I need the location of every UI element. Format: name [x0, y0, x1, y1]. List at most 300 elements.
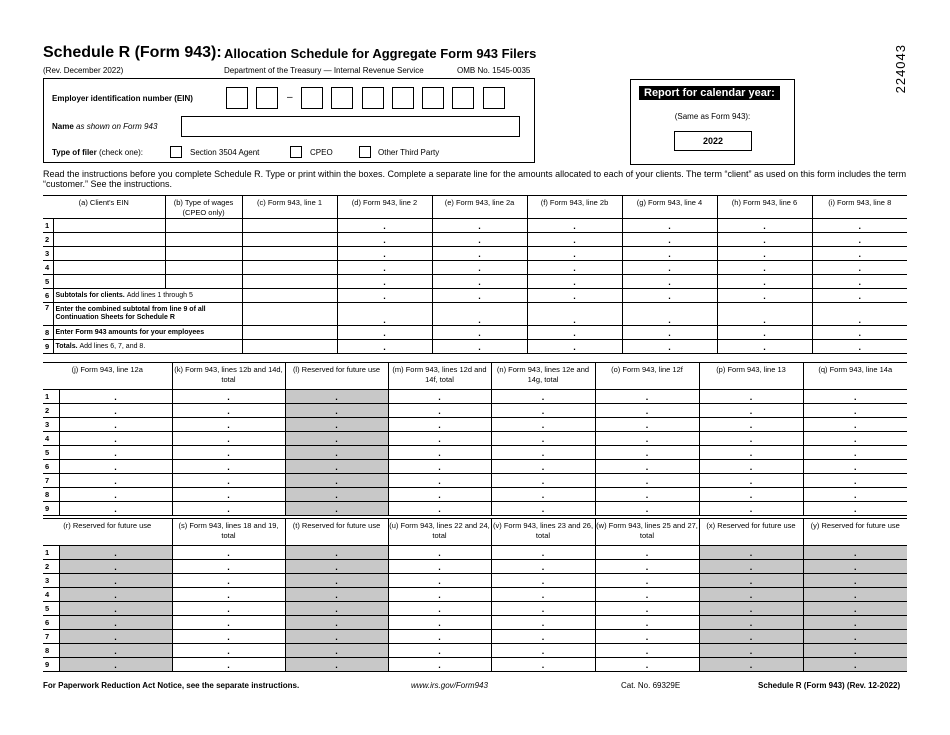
form-title: Schedule R (Form 943): — [43, 44, 222, 61]
amount-cell[interactable]: . — [595, 644, 699, 658]
row-number: 8 — [43, 326, 53, 340]
amount-cell[interactable]: . — [337, 275, 432, 289]
amount-cell[interactable]: . — [59, 404, 172, 418]
amount-cell[interactable]: . — [595, 588, 699, 602]
amount-cell[interactable]: . — [699, 502, 803, 516]
row-number: 3 — [43, 574, 59, 588]
amount-cell[interactable]: . — [717, 303, 812, 326]
row-number: 6 — [43, 616, 59, 630]
amount-cell[interactable]: . — [388, 404, 491, 418]
table-row — [43, 404, 907, 418]
amount-cell[interactable]: . — [622, 303, 717, 326]
amount-cell[interactable] — [242, 289, 337, 303]
amount-cell[interactable]: . — [432, 233, 527, 247]
row-number: 8 — [43, 488, 59, 502]
amount-cell[interactable]: . — [172, 474, 285, 488]
amount-cell[interactable]: . — [337, 233, 432, 247]
amount-cell[interactable]: . — [388, 560, 491, 574]
amount-cell[interactable]: . — [172, 432, 285, 446]
column-header: (d) Form 943, line 2 — [337, 196, 432, 219]
amount-cell[interactable]: . — [812, 233, 907, 247]
row-number: 2 — [43, 560, 59, 574]
reserved-cell: . — [59, 644, 172, 658]
row-number: 6 — [43, 460, 59, 474]
amount-cell[interactable]: . — [172, 616, 285, 630]
amount-cell[interactable]: . — [172, 460, 285, 474]
amount-cell[interactable]: . — [172, 644, 285, 658]
amount-cell[interactable]: . — [717, 275, 812, 289]
amount-cell[interactable]: . — [491, 588, 595, 602]
name-label: Name as shown on Form 943 — [52, 122, 158, 131]
amount-cell[interactable]: . — [622, 326, 717, 340]
wage-type-cell[interactable] — [165, 219, 242, 233]
amount-cell[interactable]: . — [59, 446, 172, 460]
amount-cell[interactable]: . — [527, 219, 622, 233]
client-ein-cell[interactable] — [53, 261, 165, 275]
amount-cell[interactable]: . — [337, 219, 432, 233]
client-ein-cell[interactable] — [53, 219, 165, 233]
row-number: 1 — [43, 546, 59, 560]
calendar-year-box — [630, 79, 795, 165]
amount-cell[interactable]: . — [388, 588, 491, 602]
reserved-cell: . — [699, 546, 803, 560]
amount-cell[interactable] — [242, 247, 337, 261]
reserved-cell: . — [803, 630, 907, 644]
amount-cell[interactable]: . — [595, 574, 699, 588]
amount-cell[interactable]: . — [699, 460, 803, 474]
column-header: (x) Reserved for future use — [699, 519, 803, 546]
ein-digit-6[interactable] — [392, 87, 414, 109]
table-row — [43, 418, 907, 432]
amount-cell[interactable]: . — [172, 404, 285, 418]
identity-box — [43, 78, 535, 163]
amount-cell[interactable]: . — [622, 275, 717, 289]
reserved-cell: . — [803, 588, 907, 602]
amount-cell[interactable]: . — [812, 247, 907, 261]
amount-cell[interactable]: . — [432, 289, 527, 303]
client-rows — [43, 219, 907, 289]
table-row — [43, 502, 907, 516]
column-header: (u) Form 943, lines 22 and 24, total — [388, 519, 491, 546]
amount-cell[interactable]: . — [622, 340, 717, 354]
amount-cell[interactable]: . — [812, 219, 907, 233]
row-number: 3 — [43, 418, 59, 432]
amount-cell[interactable]: . — [717, 233, 812, 247]
wage-type-cell[interactable] — [165, 247, 242, 261]
amount-cell[interactable]: . — [59, 390, 172, 404]
amount-cell[interactable]: . — [699, 474, 803, 488]
amount-cell[interactable]: . — [699, 404, 803, 418]
paperwork-notice: For Paperwork Reduction Act Notice, see the separate instructions. — [43, 681, 300, 690]
amount-cell[interactable]: . — [59, 418, 172, 432]
row-number: 7 — [43, 474, 59, 488]
amount-cell[interactable]: . — [803, 404, 907, 418]
amount-cell[interactable]: . — [595, 502, 699, 516]
amount-cell[interactable]: . — [803, 474, 907, 488]
row-number: 7 — [43, 630, 59, 644]
row-number: 9 — [43, 340, 53, 354]
amount-cell[interactable]: . — [432, 275, 527, 289]
amount-cell[interactable]: . — [717, 247, 812, 261]
reserved-cell: . — [803, 602, 907, 616]
filer-option-cpeo: CPEO — [310, 148, 333, 157]
revision-date: (Rev. December 2022) — [43, 66, 124, 75]
amount-cell[interactable]: . — [172, 390, 285, 404]
wage-type-cell[interactable] — [165, 233, 242, 247]
amount-cell[interactable]: . — [803, 418, 907, 432]
amount-cell[interactable]: . — [595, 546, 699, 560]
amount-cell[interactable]: . — [491, 546, 595, 560]
amount-cell[interactable] — [242, 326, 337, 340]
amount-cell[interactable]: . — [388, 488, 491, 502]
amount-cell[interactable]: . — [491, 602, 595, 616]
column-header: (f) Form 943, line 2b — [527, 196, 622, 219]
amount-cell[interactable]: . — [622, 247, 717, 261]
ein-digit-2[interactable] — [256, 87, 278, 109]
amount-cell[interactable]: . — [699, 418, 803, 432]
amount-cell[interactable]: . — [337, 289, 432, 303]
column-header: (a) Client's EIN — [43, 196, 165, 219]
table-row — [43, 432, 907, 446]
row-number: 7 — [43, 303, 53, 326]
reserved-cell: . — [59, 602, 172, 616]
amount-cell[interactable] — [242, 340, 337, 354]
amount-cell[interactable]: . — [803, 488, 907, 502]
amount-cell[interactable]: . — [337, 247, 432, 261]
reserved-cell: . — [285, 446, 388, 460]
column-header: (w) Form 943, lines 25 and 27, total — [595, 519, 699, 546]
table-row — [43, 488, 907, 502]
client-ein-cell[interactable] — [53, 275, 165, 289]
reserved-cell: . — [59, 616, 172, 630]
reserved-cell: . — [803, 658, 907, 672]
amount-cell[interactable]: . — [527, 303, 622, 326]
table-row — [43, 247, 907, 261]
amount-cell[interactable]: . — [699, 446, 803, 460]
amount-cell[interactable]: . — [812, 326, 907, 340]
amount-cell[interactable]: . — [595, 560, 699, 574]
table-row — [43, 616, 907, 630]
reserved-cell: . — [285, 404, 388, 418]
column-header: (g) Form 943, line 4 — [622, 196, 717, 219]
amount-cell[interactable]: . — [699, 390, 803, 404]
amount-cell[interactable]: . — [388, 502, 491, 516]
ein-label: Employer identification number (EIN) — [52, 94, 193, 103]
amount-cell[interactable]: . — [388, 446, 491, 460]
amount-cell[interactable]: . — [388, 616, 491, 630]
amount-cell[interactable]: . — [595, 602, 699, 616]
amount-cell[interactable]: . — [432, 247, 527, 261]
form-subtitle: Allocation Schedule for Aggregate Form 943 Filers — [224, 46, 537, 61]
amount-cell[interactable]: . — [491, 446, 595, 460]
column-header: (h) Form 943, line 6 — [717, 196, 812, 219]
amount-cell[interactable]: . — [491, 460, 595, 474]
reserved-cell: . — [59, 560, 172, 574]
amount-cell[interactable]: . — [59, 474, 172, 488]
amount-cell[interactable]: . — [388, 432, 491, 446]
year-heading: Report for calendar year: — [639, 86, 780, 100]
year-field[interactable]: 2022 — [674, 131, 752, 151]
amount-cell[interactable]: . — [595, 488, 699, 502]
amount-cell[interactable]: . — [595, 446, 699, 460]
name-input[interactable] — [181, 116, 520, 137]
allocation-table-3 — [43, 518, 907, 672]
continuation-row — [43, 303, 907, 326]
amount-cell[interactable]: . — [812, 261, 907, 275]
reserved-cell: . — [803, 616, 907, 630]
amount-cell[interactable] — [242, 233, 337, 247]
amount-cell[interactable] — [242, 303, 337, 326]
form-url: www.irs.gov/Form943 — [411, 681, 488, 690]
amount-cell[interactable]: . — [622, 233, 717, 247]
department: Department of the Treasury — Internal Revenue Service — [224, 66, 424, 75]
amount-cell[interactable]: . — [622, 261, 717, 275]
omb-number: OMB No. 1545-0035 — [457, 66, 531, 75]
amount-cell[interactable]: . — [172, 630, 285, 644]
amount-cell[interactable]: . — [812, 289, 907, 303]
amount-cell[interactable]: . — [491, 474, 595, 488]
amount-cell[interactable]: . — [491, 560, 595, 574]
client-ein-cell[interactable] — [53, 247, 165, 261]
amount-cell[interactable]: . — [172, 574, 285, 588]
amount-cell[interactable]: . — [491, 418, 595, 432]
amount-cell[interactable]: . — [388, 574, 491, 588]
amount-cell[interactable]: . — [527, 289, 622, 303]
amount-cell[interactable]: . — [172, 546, 285, 560]
amount-cell[interactable]: . — [491, 644, 595, 658]
column-header: (n) Form 943, lines 12e and 14g, total — [491, 363, 595, 390]
reserved-cell: . — [285, 560, 388, 574]
column-header: (t) Reserved for future use — [285, 519, 388, 546]
column-header: (p) Form 943, line 13 — [699, 363, 803, 390]
row-number: 5 — [43, 446, 59, 460]
column-header: (k) Form 943, lines 12b and 14d, total — [172, 363, 285, 390]
amount-cell[interactable]: . — [812, 303, 907, 326]
amount-cell[interactable]: . — [803, 446, 907, 460]
amount-cell[interactable]: . — [812, 340, 907, 354]
amount-cell[interactable]: . — [491, 432, 595, 446]
amount-cell[interactable]: . — [699, 488, 803, 502]
ein-digit-8[interactable] — [452, 87, 474, 109]
reserved-cell: . — [699, 560, 803, 574]
amount-cell[interactable] — [242, 275, 337, 289]
amount-cell[interactable]: . — [595, 460, 699, 474]
amount-cell[interactable]: . — [491, 574, 595, 588]
amount-cell[interactable]: . — [491, 488, 595, 502]
amount-cell[interactable]: . — [388, 658, 491, 672]
amount-cell[interactable]: . — [595, 474, 699, 488]
reserved-cell: . — [285, 432, 388, 446]
amount-cell[interactable]: . — [812, 275, 907, 289]
reserved-cell: . — [59, 546, 172, 560]
reserved-cell: . — [803, 644, 907, 658]
amount-cell[interactable]: . — [388, 418, 491, 432]
amount-cell[interactable]: . — [717, 261, 812, 275]
amount-cell[interactable]: . — [803, 460, 907, 474]
table-row — [43, 560, 907, 574]
amount-cell[interactable]: . — [388, 546, 491, 560]
table3-rows — [43, 546, 907, 672]
ein-digit-4[interactable] — [331, 87, 353, 109]
reserved-cell: . — [285, 460, 388, 474]
row-number: 5 — [43, 275, 53, 289]
amount-cell[interactable]: . — [59, 460, 172, 474]
reserved-cell: . — [59, 658, 172, 672]
amount-cell[interactable]: . — [527, 247, 622, 261]
reserved-cell: . — [285, 418, 388, 432]
ein-digit-3[interactable] — [301, 87, 323, 109]
reserved-cell: . — [285, 390, 388, 404]
amount-cell[interactable]: . — [388, 602, 491, 616]
reserved-cell: . — [59, 588, 172, 602]
reserved-cell: . — [59, 630, 172, 644]
amount-cell[interactable]: . — [388, 630, 491, 644]
amount-cell[interactable]: . — [432, 219, 527, 233]
filer-checkbox-cpeo[interactable] — [290, 146, 302, 158]
amount-cell[interactable]: . — [491, 658, 595, 672]
row-number: 6 — [43, 289, 53, 303]
amount-cell[interactable]: . — [595, 418, 699, 432]
amount-cell[interactable]: . — [59, 488, 172, 502]
reserved-cell: . — [803, 560, 907, 574]
column-header: (l) Reserved for future use — [285, 363, 388, 390]
amount-cell[interactable]: . — [432, 340, 527, 354]
amount-cell[interactable]: . — [803, 502, 907, 516]
amount-cell[interactable]: . — [527, 340, 622, 354]
reserved-cell: . — [285, 602, 388, 616]
column-header: (i) Form 943, line 8 — [812, 196, 907, 219]
filer-checkbox-section-3504[interactable] — [170, 146, 182, 158]
wage-type-cell[interactable] — [165, 275, 242, 289]
ein-digit-5[interactable] — [362, 87, 384, 109]
amount-cell[interactable]: . — [388, 474, 491, 488]
amount-cell[interactable]: . — [172, 418, 285, 432]
column-header: (y) Reserved for future use — [803, 519, 907, 546]
amount-cell[interactable]: . — [527, 275, 622, 289]
reserved-cell: . — [59, 574, 172, 588]
amount-cell[interactable]: . — [172, 560, 285, 574]
wage-type-cell[interactable] — [165, 261, 242, 275]
amount-cell[interactable]: . — [172, 588, 285, 602]
ein-digit-7[interactable] — [422, 87, 444, 109]
ein-digit-1[interactable] — [226, 87, 248, 109]
amount-cell[interactable]: . — [491, 390, 595, 404]
row-number: 1 — [43, 390, 59, 404]
table2-rows — [43, 390, 907, 516]
reserved-cell: . — [285, 474, 388, 488]
amount-cell[interactable]: . — [491, 616, 595, 630]
column-header: (o) Form 943, line 12f — [595, 363, 699, 390]
table-row — [43, 474, 907, 488]
ein-digit-9[interactable] — [483, 87, 505, 109]
row-number: 1 — [43, 219, 53, 233]
amount-cell[interactable]: . — [595, 630, 699, 644]
row-number: 8 — [43, 644, 59, 658]
amount-cell[interactable]: . — [337, 340, 432, 354]
amount-cell[interactable]: . — [432, 303, 527, 326]
amount-cell[interactable]: . — [388, 644, 491, 658]
amount-cell[interactable]: . — [59, 432, 172, 446]
amount-cell[interactable]: . — [337, 326, 432, 340]
reserved-cell: . — [699, 616, 803, 630]
amount-cell[interactable]: . — [172, 658, 285, 672]
table-row — [43, 219, 907, 233]
amount-cell[interactable]: . — [388, 390, 491, 404]
column-header: (c) Form 943, line 1 — [242, 196, 337, 219]
amount-cell[interactable]: . — [491, 630, 595, 644]
amount-cell[interactable]: . — [595, 432, 699, 446]
continuation-label: Enter the combined subtotal from line 9 of all Continuation Sheets for Schedule R — [53, 303, 242, 326]
amount-cell[interactable] — [242, 261, 337, 275]
amount-cell[interactable]: . — [172, 446, 285, 460]
amount-cell[interactable]: . — [172, 602, 285, 616]
table-row — [43, 644, 907, 658]
amount-cell[interactable]: . — [717, 289, 812, 303]
amount-cell[interactable]: . — [622, 219, 717, 233]
allocation-table-2 — [43, 362, 907, 516]
amount-cell[interactable]: . — [595, 404, 699, 418]
table-row — [43, 233, 907, 247]
subtotal-row — [43, 289, 907, 303]
row-number: 2 — [43, 233, 53, 247]
column-header: (e) Form 943, line 2a — [432, 196, 527, 219]
amount-cell[interactable]: . — [803, 432, 907, 446]
reserved-cell: . — [285, 502, 388, 516]
amount-cell[interactable]: . — [717, 326, 812, 340]
year-note: (Same as Form 943): — [674, 112, 751, 121]
amount-cell[interactable]: . — [699, 432, 803, 446]
amount-cell[interactable]: . — [432, 261, 527, 275]
client-ein-cell[interactable] — [53, 233, 165, 247]
column-header: (r) Reserved for future use — [43, 519, 172, 546]
row-number: 9 — [43, 502, 59, 516]
amount-cell[interactable]: . — [337, 261, 432, 275]
amount-cell[interactable]: . — [527, 233, 622, 247]
reserved-cell: . — [285, 658, 388, 672]
reserved-cell: . — [285, 574, 388, 588]
reserved-cell: . — [285, 488, 388, 502]
amount-cell[interactable]: . — [595, 658, 699, 672]
amount-cell[interactable]: . — [172, 502, 285, 516]
amount-cell[interactable]: . — [172, 488, 285, 502]
amount-cell[interactable]: . — [388, 460, 491, 474]
amount-cell[interactable]: . — [59, 502, 172, 516]
amount-cell[interactable]: . — [803, 390, 907, 404]
amount-cell[interactable]: . — [595, 390, 699, 404]
amount-cell[interactable]: . — [717, 340, 812, 354]
filer-checkbox-other[interactable] — [359, 146, 371, 158]
row-number: 4 — [43, 588, 59, 602]
amount-cell[interactable]: . — [527, 326, 622, 340]
amount-cell[interactable]: . — [595, 616, 699, 630]
totals-row — [43, 340, 907, 354]
amount-cell[interactable]: . — [337, 303, 432, 326]
amount-cell[interactable] — [242, 219, 337, 233]
column-header: (m) Form 943, lines 12d and 14f, total — [388, 363, 491, 390]
amount-cell[interactable]: . — [432, 326, 527, 340]
table-row — [43, 275, 907, 289]
table-row — [43, 574, 907, 588]
amount-cell[interactable]: . — [491, 502, 595, 516]
amount-cell[interactable]: . — [717, 219, 812, 233]
column-header: (j) Form 943, line 12a — [43, 363, 172, 390]
amount-cell[interactable]: . — [491, 404, 595, 418]
amount-cell[interactable]: . — [527, 261, 622, 275]
reserved-cell: . — [285, 630, 388, 644]
table-row — [43, 630, 907, 644]
amount-cell[interactable]: . — [622, 289, 717, 303]
row-number: 4 — [43, 261, 53, 275]
